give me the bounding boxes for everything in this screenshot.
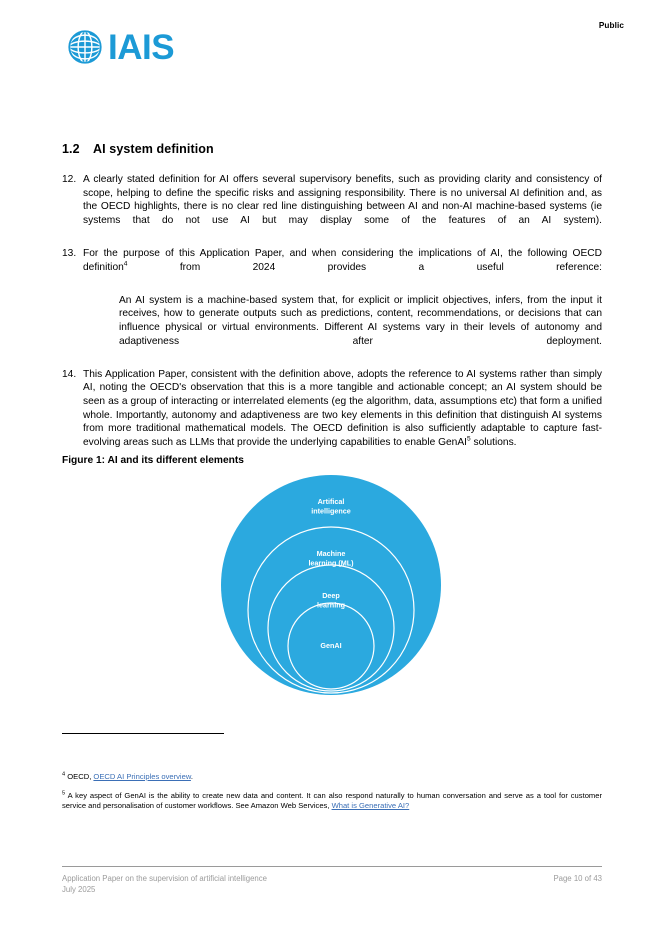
footnote-5 (62, 791, 602, 812)
footer-title: Application Paper on the supervision of artificial intelligence (62, 874, 268, 883)
footer-separator (62, 866, 602, 867)
label-artificial-intelligence-line1: Artifical (317, 497, 345, 506)
label-deep-learning-line1: Deep (322, 591, 340, 600)
paragraph-13 (62, 247, 602, 288)
paragraph-14 (62, 368, 602, 450)
footnote-text-before: A key aspect of GenAI is the ability to create new data and content. It can also respond naturally to human conversation and serve as a tool for customer service and personalisation of customer workflows. See Amazon Web Services, (62, 790, 602, 811)
label-artificial-intelligence-line2: intelligence (311, 506, 351, 516)
figure-1-diagram (0, 472, 662, 722)
paragraph-marker: 14. (62, 368, 77, 380)
footer-date: July 2025 (62, 885, 96, 894)
page-footer (62, 873, 602, 895)
paragraph-text (83, 368, 602, 450)
footnote-link-oecd-ai-principles[interactable]: OECD AI Principles overview (93, 772, 191, 781)
footer-page-number: Page 10 of 43 (553, 874, 602, 883)
paragraph-text-part: This Application Paper, consistent with the definition above, adopts the reference to AI systems rather than simply AI, noting the OECD's observation that this is a more tangible and actionable concept; an AI system should be seen as a group of interacting or interrelated elements (eg the algorithm, data, assumptions etc) that form a unified whole. Importantly, autonomy and adaptiveness are two key elements in this definition that distinguish AI systems from more traditional mathematical models. The OECD definition is also sufficiently adaptable to capture fast-evolving areas such as LLMs that provide the underlying capabilities to enable GenAI (83, 368, 602, 448)
label-genai: GenAI (320, 641, 342, 650)
oecd-definition-quote (62, 294, 602, 362)
footnote-number: 5 (62, 790, 66, 797)
paragraph-text: A clearly stated definition for AI offers several supervisory benefits, such as providing clarity and consistency of scope, helping to define the specific risks and assigning responsibility. There is no universal AI definition and, as the OECD highlights, there is no clear red line distinguishing between AI and non-AI machine-based systems (ie systems that do not use AI but may display some of the features of an AI system). (83, 174, 602, 226)
footnote-separator (62, 733, 224, 734)
section-title: AI system definition (93, 142, 214, 156)
footer-document-info (62, 873, 267, 895)
label-machine-learning-line1: Machine (316, 549, 346, 558)
section-number: 1.2 (62, 142, 80, 156)
paragraph-text-part: For the purpose of this Application Paper, and when considering the implications of AI, the following OECD definition (83, 247, 602, 273)
paragraph-text-part: solutions. (470, 436, 517, 448)
nested-circles-svg (201, 472, 461, 722)
paragraph-text (83, 247, 602, 288)
paragraph-marker: 13. (62, 247, 77, 259)
paragraph-12 (62, 173, 602, 241)
footnote-ref-5[interactable]: 5 (466, 435, 471, 443)
footnote-number: 4 (62, 771, 66, 778)
footnote-ref-4[interactable]: 4 (123, 260, 128, 268)
footnote-link-what-is-generative-ai[interactable]: What is Generative AI? (331, 801, 410, 811)
label-deep-learning-line2: learning (317, 600, 345, 610)
paragraph-text-part: from 2024 provides a useful reference: (127, 261, 602, 273)
quote-text: An AI system is a machine-based system that, for explicit or implicit objectives, infers, from the input it receives, how to generate outputs such as predictions, content, recommendations, or decisions that can influence physical or virtual environments. Different AI systems vary in their levels of autonomy and adaptiveness after deployment. (119, 294, 602, 347)
footnotes-section (62, 772, 602, 820)
figure-caption: Figure 1: AI and its different elements (62, 455, 244, 467)
paragraph-marker: 12. (62, 174, 77, 185)
classification-label: Public (598, 21, 624, 30)
footnote-text-after: . (190, 772, 194, 781)
footnote-4 (62, 772, 602, 783)
logo-wordmark: IAIS (108, 27, 175, 67)
globe-icon (66, 28, 104, 66)
label-machine-learning-line2: learning (ML) (308, 558, 354, 568)
footnote-text-before: OECD, (67, 772, 94, 781)
iais-logo (66, 28, 174, 66)
page-title (62, 142, 602, 156)
main-content (62, 142, 602, 466)
